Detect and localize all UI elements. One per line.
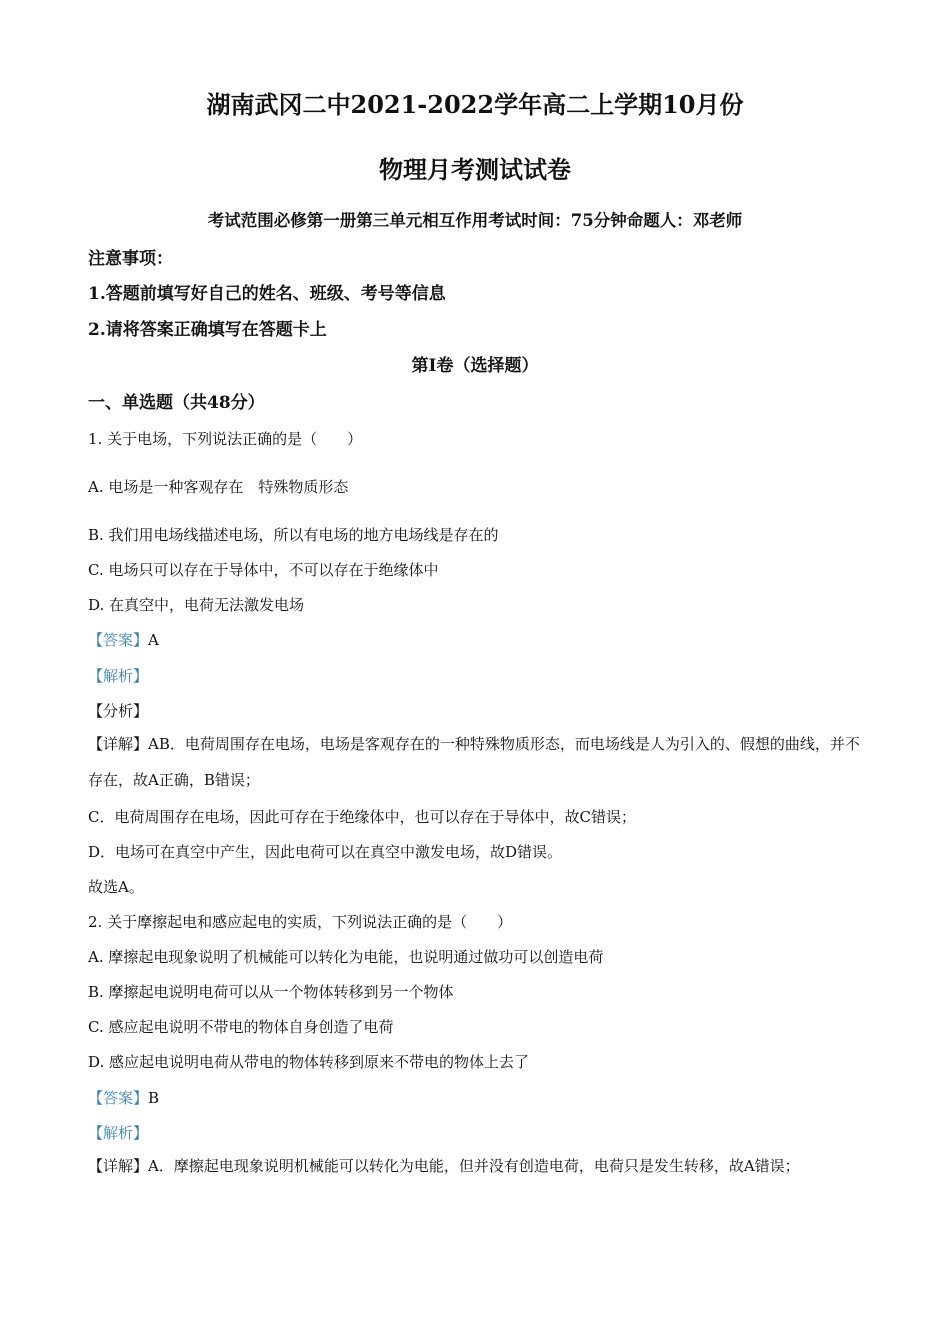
document-title-line2: 物理月考测试试卷 — [379, 155, 571, 184]
q1-option-a: A. 电场是一种客观存在 特殊物质形态 — [88, 478, 349, 496]
document-title-line1: 湖南武冈二中2021-2022学年高二上学期10月份 — [206, 90, 744, 119]
fenxi-tag: 【分析】 — [88, 702, 149, 720]
q2-option-d: D. 感应起电说明电荷从带电的物体转移到原来不带电的物体上去了 — [88, 1053, 530, 1071]
detail-tag: 【详解】 — [88, 735, 149, 753]
detail-tag: 【详解】 — [88, 1157, 149, 1175]
q1-detail-ab-text: AB．电荷周围存在电场，电场是客观存在的一种特殊物质形态，而电场线是人为引入的、假想的曲线，并不存在，故A正确，B错误； — [88, 735, 860, 789]
q2-analysis — [88, 1123, 148, 1143]
notice-item-1: 1.答题前填写好自己的姓名、班级、考号等信息 — [88, 284, 446, 304]
q1-answer-value: A — [148, 631, 159, 649]
q1-option-c: C. 电场只可以存在于导体中，不可以存在于绝缘体中 — [88, 561, 439, 579]
q1-option-d: D. 在真空中，电荷无法激发电场 — [88, 596, 305, 614]
q2-answer — [88, 1088, 159, 1108]
q2-detail-a-text: A．摩擦起电现象说明机械能可以转化为电能，但并没有创造电荷，电荷只是发生转移，故A错误； — [148, 1157, 800, 1175]
analysis-tag: 【解析】 — [88, 667, 149, 685]
q2-option-c: C. 感应起电说明不带电的物体自身创造了电荷 — [88, 1018, 394, 1036]
q1-stem: 1. 关于电场，下列说法正确的是（ ） — [88, 430, 363, 448]
exam-info: 考试范围必修第一册第三单元相互作用考试时间：75分钟命题人：邓老师 — [207, 211, 743, 230]
q1-analysis — [88, 666, 148, 686]
notice-heading: 注意事项： — [88, 249, 173, 269]
q2-option-a: A. 摩擦起电现象说明了机械能可以转化为电能，也说明通过做功可以创造电荷 — [88, 948, 604, 966]
q1-fenxi — [88, 701, 148, 721]
q1-answer — [88, 630, 159, 650]
q2-option-b: B. 摩擦起电说明电荷可以从一个物体转移到另一个物体 — [88, 983, 454, 1001]
q1-detail-c: C．电荷周围存在电场，因此可存在于绝缘体中，也可以存在于导体中，故C错误； — [88, 808, 636, 826]
q2-stem: 2. 关于摩擦起电和感应起电的实质，下列说法正确的是（ ） — [88, 913, 513, 931]
answer-tag: 【答案】 — [88, 1089, 149, 1107]
answer-tag: 【答案】 — [88, 631, 149, 649]
q1-conclusion: 故选A。 — [88, 878, 144, 896]
q1-option-b: B. 我们用电场线描述电场，所以有电场的地方电场线是存在的 — [88, 526, 499, 544]
q1-detail-ab — [88, 726, 866, 798]
q1-detail-d: D．电场可在真空中产生，因此电荷可以在真空中激发电场，故D错误。 — [88, 843, 563, 861]
volume-title: 第I卷（选择题） — [411, 356, 539, 376]
section-title: 一、单选题（共48分） — [88, 393, 265, 413]
analysis-tag: 【解析】 — [88, 1124, 149, 1142]
q2-answer-value: B — [148, 1089, 160, 1107]
q2-detail-a — [88, 1148, 866, 1184]
notice-item-2: 2.请将答案正确填写在答题卡上 — [88, 320, 327, 340]
